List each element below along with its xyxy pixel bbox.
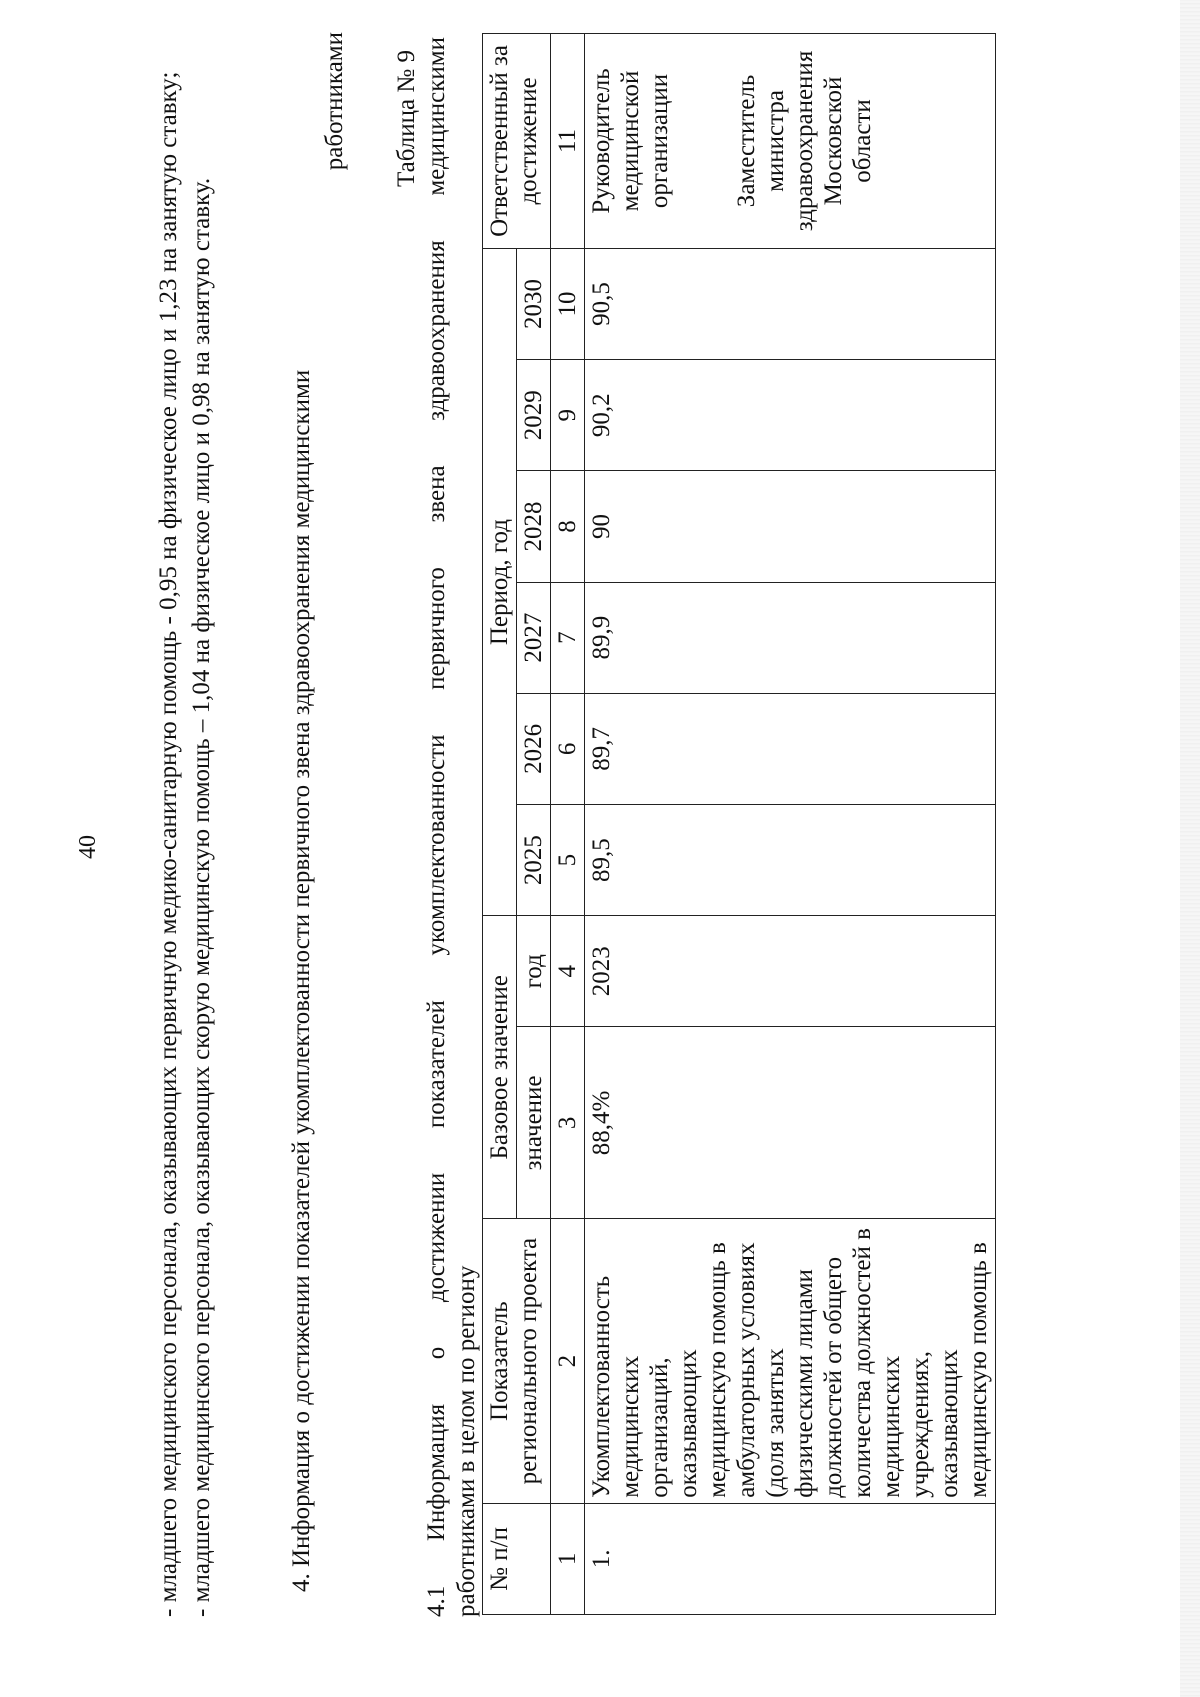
row-base-year: 2023 <box>585 916 996 1027</box>
section-heading-line: 4. Информация о достижении показателей укомплектованности первичного звена здравоохранения медицинскими <box>288 369 315 1592</box>
header-base-group: Базовое значение <box>483 916 517 1219</box>
header-year: 2030 <box>517 248 551 359</box>
header-period-group: Период, год <box>483 248 517 915</box>
column-number: 4 <box>551 916 585 1027</box>
column-number: 6 <box>551 693 585 804</box>
list-item: - младшего медицинского персонала, оказывающих скорую медицинскую помощь – 1,04 на физическое лицо и 0,98 на занятую ставку. <box>188 177 215 1617</box>
indicators-table <box>482 33 996 1615</box>
header-year: 2028 <box>517 471 551 582</box>
page-number: 40 <box>75 835 101 859</box>
column-number-row <box>551 34 585 1615</box>
column-number: 9 <box>551 360 585 471</box>
header-indicator: Показатель регионального проекта <box>483 1219 551 1503</box>
column-number: 3 <box>551 1027 585 1219</box>
row-indicator: Укомплектованность медицинских организаций, оказывающих медицинскую помощь в амбулаторных условиях (доля занятых физическими лицами должностей от общего количества должностей в медицинских учреждениях, оказывающих медицинскую помощь в <box>585 1219 996 1503</box>
row-value-2027: 89,9 <box>585 582 996 693</box>
row-responsible <box>585 34 996 249</box>
subsection-heading-line: работниками в целом по региону <box>453 1265 480 1617</box>
header-base-year: год <box>517 916 551 1027</box>
subsection-heading <box>422 37 482 1617</box>
row-value-2029: 90,2 <box>585 360 996 471</box>
responsible-spacer <box>674 39 732 243</box>
column-number: 8 <box>551 471 585 582</box>
column-number: 2 <box>551 1219 585 1503</box>
responsible-deputy: Заместитель министра здравоохранения Московской области <box>733 50 876 232</box>
table-header-row <box>483 34 517 1615</box>
section-heading <box>285 32 351 1592</box>
subsection-heading-line: 4.1 Информация о достижении показателей укомплектованности первичного звена здравоохранения медицинскими <box>423 37 450 1617</box>
row-value-2026: 89,7 <box>585 693 996 804</box>
column-number: 10 <box>551 248 585 359</box>
header-year: 2029 <box>517 360 551 471</box>
row-value-2030: 90,5 <box>585 248 996 359</box>
header-year: 2026 <box>517 693 551 804</box>
header-year: 2025 <box>517 804 551 915</box>
table-caption: Таблица № 9 <box>393 50 420 188</box>
table-row <box>585 34 996 1615</box>
header-base-value: значение <box>517 1027 551 1219</box>
header-responsible: Ответственный за достижение <box>483 34 551 249</box>
column-number: 7 <box>551 582 585 693</box>
responsible-head: Руководитель медицинской организации <box>588 68 673 214</box>
row-value-2025: 89,5 <box>585 804 996 915</box>
column-number: 11 <box>551 34 585 249</box>
column-number: 1 <box>551 1503 585 1614</box>
row-base-value: 88,4% <box>585 1027 996 1219</box>
column-number: 5 <box>551 804 585 915</box>
staffing-ratio-list <box>152 37 218 1617</box>
row-value-2028: 90 <box>585 471 996 582</box>
section-heading-line: работниками <box>321 32 348 171</box>
list-item: - младшего медицинского персонала, оказывающих первичную медико-санитарную помощь - 0,95 на физическое лицо и 1,23 на занятую ставку; <box>155 71 182 1617</box>
header-year: 2027 <box>517 582 551 693</box>
header-num: № п/п <box>483 1503 551 1614</box>
row-num: 1. <box>585 1503 996 1614</box>
